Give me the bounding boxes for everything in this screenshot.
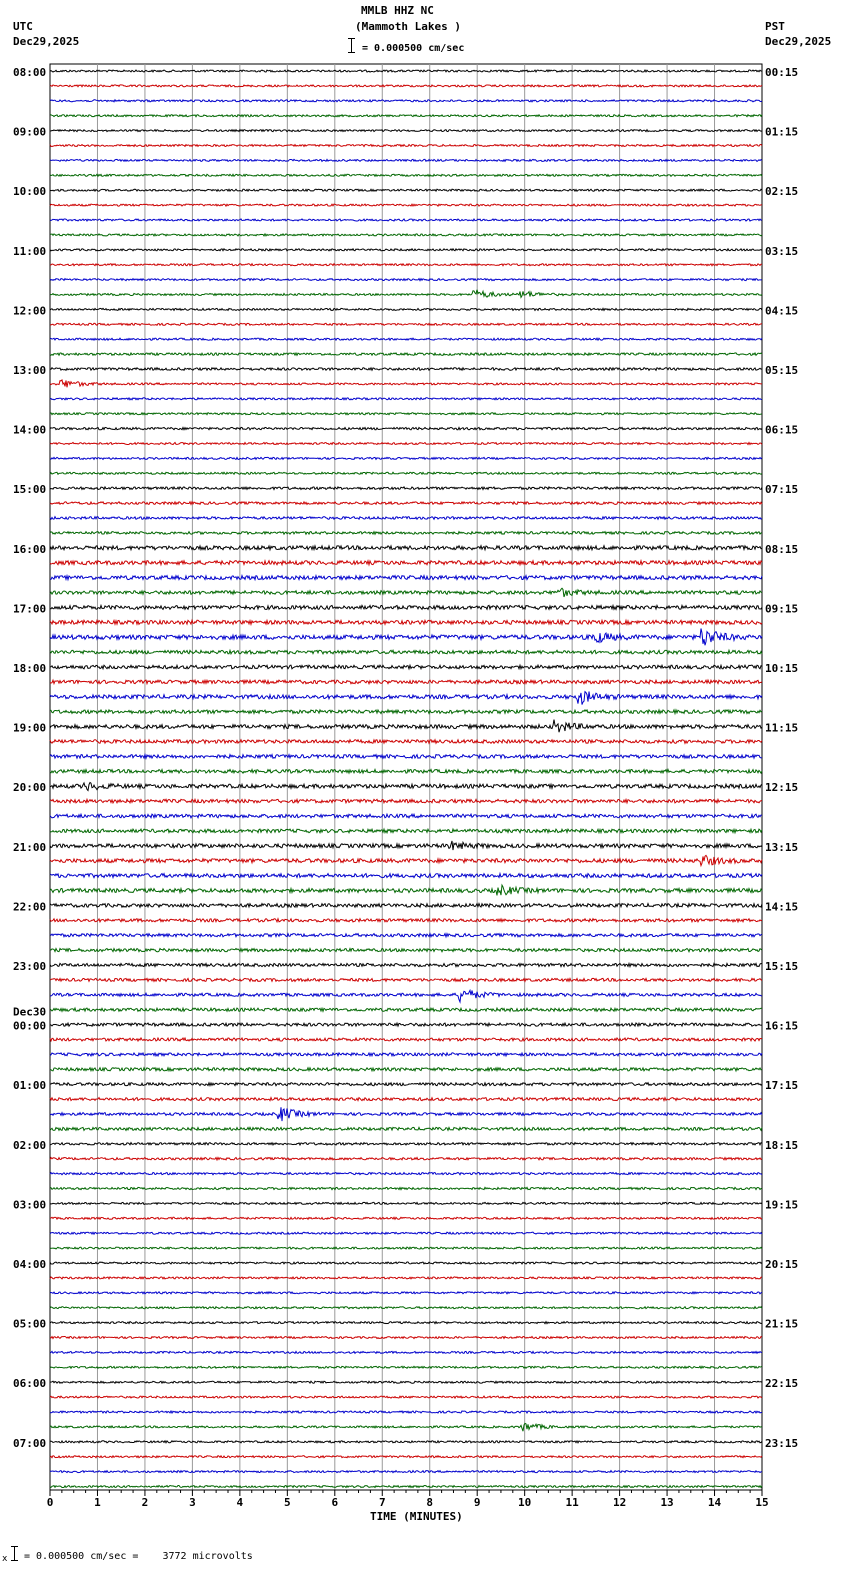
trace-line [50, 1217, 762, 1219]
trace-line [50, 70, 762, 72]
scale-bar-icon [351, 38, 352, 52]
trace-line [50, 588, 762, 597]
scale-bar-bottom [348, 52, 355, 53]
right-hour-label: 15:15 [765, 960, 799, 973]
trace-line [50, 740, 762, 744]
trace-line [50, 1068, 762, 1071]
trace-line [50, 219, 762, 221]
trace-line [50, 1038, 762, 1041]
trace-line [50, 1277, 762, 1279]
trace-line [50, 841, 762, 850]
trace-line [50, 546, 762, 550]
trace-line [50, 1456, 762, 1458]
left-hour-label: 20:00 [13, 781, 47, 795]
trace-line [50, 963, 762, 966]
trace-line [50, 1127, 762, 1130]
left-hour-label: 08:00 [13, 66, 47, 79]
x-tick-label: 13 [660, 1496, 674, 1509]
left-hour-label: 03:00 [13, 1198, 47, 1212]
trace-line [50, 1008, 762, 1011]
scale-label: = 0.000500 cm/sec [362, 43, 465, 54]
right-hour-label: 01:15 [765, 125, 799, 139]
x-tick-label: 6 [331, 1496, 339, 1509]
trace-line [50, 1423, 762, 1431]
trace-line [50, 189, 762, 191]
right-hour-label: 09:15 [765, 602, 799, 616]
right-hour-label: 19:15 [765, 1198, 799, 1212]
trace-line [50, 650, 762, 654]
left-hour-label: 12:00 [13, 304, 47, 318]
x-tick-label: 1 [94, 1496, 101, 1509]
footer-scale-label: = 0.000500 cm/sec = 3772 microvolts [24, 1551, 253, 1562]
x-tick-label: 12 [612, 1496, 627, 1509]
x-tick-label: 8 [426, 1496, 434, 1509]
time-axis [47, 1490, 769, 1509]
trace-line [50, 1441, 762, 1443]
trace-line [50, 487, 762, 490]
x-tick-label: 10 [518, 1496, 532, 1509]
left-date: Dec29,2025 [13, 35, 80, 48]
right-hour-label: 23:15 [765, 1436, 799, 1450]
x-tick-label: 2 [141, 1496, 149, 1509]
trace-line [50, 443, 762, 445]
trace-line [50, 398, 762, 400]
left-hour-label: 02:00 [13, 1138, 47, 1152]
left-hour-label: 06:00 [13, 1377, 47, 1391]
trace-line [50, 338, 762, 340]
x-tick-label: 11 [565, 1496, 579, 1509]
station-location: (Mammoth Lakes ) [355, 20, 461, 33]
trace-line [50, 368, 762, 371]
trace-line [50, 308, 762, 310]
left-hour-label: 22:00 [13, 900, 47, 914]
trace-line [50, 457, 762, 459]
trace-line [50, 1098, 762, 1101]
right-hour-label: 17:15 [765, 1079, 799, 1093]
trace-line [50, 1322, 762, 1324]
trace-line [50, 770, 762, 774]
left-hour-label: 13:00 [13, 364, 47, 377]
trace-line [50, 692, 762, 705]
right-hour-label: 13:15 [765, 840, 799, 854]
trace-line [50, 783, 762, 791]
left-hour-label: 23:00 [13, 960, 47, 973]
trace-line [50, 1232, 762, 1234]
left-hour-label: 00:00 [13, 1019, 47, 1033]
trace-line [50, 990, 762, 1002]
right-hour-label: 18:15 [765, 1138, 799, 1152]
right-hour-label: 08:15 [765, 542, 799, 556]
left-hour-label: 16:00 [13, 542, 47, 556]
plot-frame [50, 64, 762, 1490]
trace-line [50, 264, 762, 266]
trace-line [50, 814, 762, 818]
right-hour-label: 11:15 [765, 721, 799, 735]
left-hour-label: 05:00 [13, 1317, 47, 1331]
trace-line [50, 1262, 762, 1264]
trace-line [50, 874, 762, 878]
trace-line [50, 799, 762, 803]
x-tick-label: 9 [473, 1496, 481, 1509]
trace-line [50, 1143, 762, 1145]
trace-line [50, 323, 762, 325]
right-hour-label: 14:15 [765, 900, 799, 914]
trace-line [50, 576, 762, 580]
x-tick-label: 0 [46, 1496, 54, 1509]
right-date: Dec29,2025 [765, 35, 832, 48]
left-hour-label: 18:00 [13, 662, 47, 675]
trace-line [50, 290, 762, 298]
trace-line [50, 710, 762, 714]
trace-line [50, 249, 762, 251]
trace-line [50, 1023, 762, 1026]
date-change-label: Dec30 [13, 1005, 47, 1019]
trace-line [50, 532, 762, 535]
trace-line [50, 1471, 762, 1473]
right-timezone: PST [765, 20, 785, 33]
trace-line [50, 159, 762, 161]
trace-line [50, 353, 762, 355]
right-hour-label: 04:15 [765, 304, 799, 318]
x-tick-label: 3 [189, 1496, 196, 1509]
trace-line [50, 829, 762, 833]
trace-line [50, 755, 762, 759]
trace-line [50, 620, 762, 624]
x-tick-label: 14 [707, 1496, 722, 1509]
station-title: MMLB HHZ NC [361, 4, 434, 17]
trace-line [50, 1411, 762, 1413]
trace-line [50, 130, 762, 132]
trace-line [50, 904, 762, 908]
left-hour-label: 01:00 [13, 1079, 47, 1093]
trace-line [50, 1107, 762, 1121]
trace-line [50, 978, 762, 981]
trace-line [50, 855, 762, 865]
trace-line [50, 1083, 762, 1086]
trace-line [50, 1247, 762, 1249]
trace-line [50, 472, 762, 474]
trace-line [50, 1337, 762, 1339]
trace-line [50, 665, 762, 669]
left-hour-label: 14:00 [13, 423, 47, 437]
left-hour-label: 15:00 [13, 483, 47, 497]
right-hour-label: 10:15 [765, 662, 799, 675]
trace-line [50, 427, 762, 429]
left-hour-label: 09:00 [13, 125, 47, 139]
trace-line [50, 85, 762, 87]
x-tick-label: 15 [755, 1496, 769, 1509]
trace-line [50, 919, 762, 922]
trace-line [50, 885, 762, 895]
left-hour-label: 21:00 [13, 840, 47, 854]
trace-line [50, 1292, 762, 1294]
trace-line [50, 100, 762, 102]
trace-line [50, 145, 762, 147]
footer-scale-bar-icon [14, 1546, 15, 1560]
footer-marker: x [2, 1554, 8, 1564]
right-hour-label: 02:15 [765, 185, 799, 199]
left-hour-label: 11:00 [13, 244, 47, 258]
footer-scale-bar-top [11, 1546, 18, 1547]
trace-line [50, 174, 762, 176]
trace-line [50, 1381, 762, 1383]
trace-line [50, 234, 762, 236]
trace-line [50, 502, 762, 505]
trace-line [50, 517, 762, 520]
right-hour-label: 20:15 [765, 1258, 799, 1271]
grid-lines [50, 64, 762, 1490]
trace-line [50, 1366, 762, 1368]
right-hour-label: 07:15 [765, 483, 799, 497]
left-hour-label: 04:00 [13, 1258, 47, 1271]
trace-line [50, 561, 762, 565]
trace-line [50, 115, 762, 117]
right-hour-label: 12:15 [765, 781, 799, 795]
left-hour-label: 07:00 [13, 1436, 47, 1450]
right-hour-label: 03:15 [765, 244, 799, 258]
right-hour-label: 22:15 [765, 1377, 799, 1391]
trace-line [50, 720, 762, 733]
right-hour-label: 00:15 [765, 66, 799, 79]
left-hour-label: 10:00 [13, 185, 47, 199]
trace-line [50, 413, 762, 415]
trace-line [50, 1173, 762, 1175]
trace-line [50, 1307, 762, 1309]
trace-line [50, 1351, 762, 1353]
trace-line [50, 204, 762, 206]
right-hour-label: 21:15 [765, 1317, 799, 1331]
left-hour-label: 19:00 [13, 721, 47, 735]
left-hour-label: 17:00 [13, 602, 47, 616]
trace-line [50, 1202, 762, 1204]
trace-line [50, 279, 762, 281]
trace-line [50, 629, 762, 646]
scale-bar-top [348, 38, 355, 39]
x-axis-label: TIME (MINUTES) [370, 1510, 463, 1523]
trace-line [50, 949, 762, 952]
trace-line [50, 680, 762, 684]
right-hour-label: 06:15 [765, 423, 799, 437]
trace-line [50, 1053, 762, 1056]
x-tick-label: 4 [236, 1496, 244, 1509]
x-tick-label: 5 [284, 1496, 291, 1509]
trace-line [50, 1486, 762, 1488]
seismic-traces [50, 70, 762, 1488]
trace-line [50, 1158, 762, 1160]
trace-line [50, 1187, 762, 1189]
right-hour-label: 05:15 [765, 364, 799, 377]
left-timezone: UTC [13, 20, 33, 33]
trace-line [50, 934, 762, 937]
trace-line [50, 1396, 762, 1398]
footer-scale-bar-bottom [11, 1560, 18, 1561]
trace-line [50, 605, 762, 609]
x-tick-label: 7 [378, 1496, 386, 1509]
trace-line [50, 380, 762, 387]
right-hour-label: 16:15 [765, 1019, 799, 1033]
